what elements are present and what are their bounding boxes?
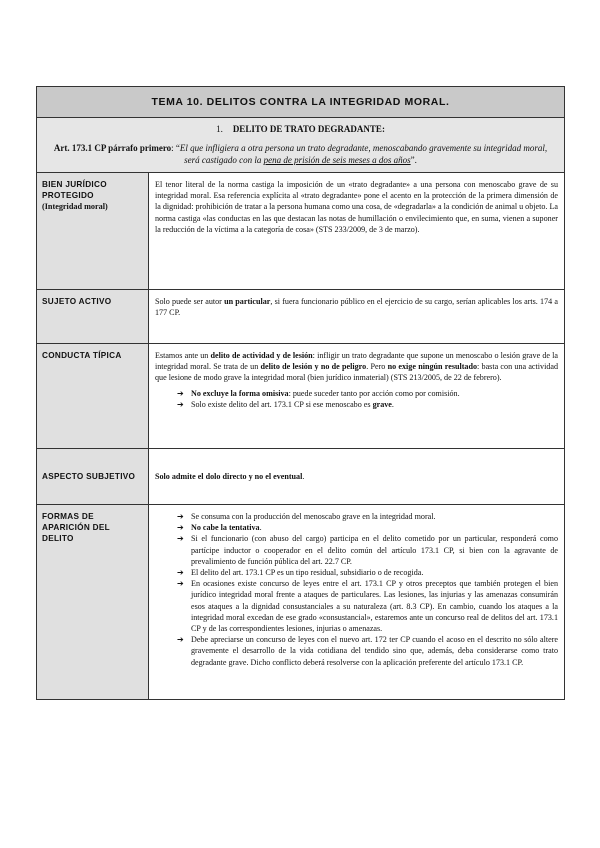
list-item — [177, 533, 558, 567]
list-item — [177, 399, 558, 410]
article-quote — [45, 142, 556, 166]
section-header — [37, 118, 565, 173]
formas-i5: En ocasiones existe concurso de leyes entre el art. 173.1 CP y otros preceptos que también protegen el bien jurídico integridad moral frente a ataques de particulares. Las lesiones, las injurias y las amenazas consumirán esos ataques a la dignidad consustanciales a su naturaleza (art. 8.3 CP). En cambio, cuando los ataques a la integridad moral excedan de ese grado «consustancial», estaremos ante un concurso real de delitos del art. 173.1 CP y de las correspondientes lesiones, injurias o amenazas. — [191, 579, 558, 634]
section-heading-suffix: : — [381, 124, 385, 134]
summary-table — [36, 86, 565, 700]
row-label-sujeto: SUJETO ACTIVO — [37, 290, 149, 344]
formas-i6: Debe apreciarse un concurso de leyes con el nuevo art. 172 ter CP cuando el acoso en el descrito no sólo altere gravemente el desarrollo de la vida cotidiana del tendido sino que, además, deba considerarse como trato degradante grave. Dicho conflicto deberá resolverse con la aplicación preferente del artículo 173.1 CP. — [191, 635, 558, 667]
arrow-right-icon: ➔ — [177, 512, 184, 521]
section-heading-text: DELITO DE TRATO DEGRADANTE — [232, 124, 382, 134]
article-penalty: pena de prisión de seis meses a dos años — [263, 155, 411, 165]
formas-i3: Si el funcionario (con abuso del cargo) participa en el delito cometido por un particular, responderá como partícipe inductor o cooperador en el delito común del artículo 173.1 CP, si bien con la agravante de prevalimiento de función pública del art. 22.7 CP. — [191, 534, 558, 566]
bullet2-b: grave — [372, 399, 392, 409]
conducta-b1: delito de actividad y de lesión — [210, 351, 313, 360]
bien-juridico-text: El tenor literal de la norma castiga la imposición de un «trato degradante» a una persona con menoscabo grave de su integridad moral. Esa referencia explícita al «trato degradante» pone el acento en la protección de la primera dimensión de la dignidad: prohibición de tratar a la persona humana como una cosa, de «degradarla» a la condición de animal u objeto. La norma castiga «las conductas en las que destacan las notas de humillación o envilecimiento que, en suma, vienen a suponer la reducción de la víctima a la categoría de cosa» (STS 233/2009, de 3 de marzo). — [149, 173, 565, 290]
document-sheet — [36, 86, 565, 700]
arrow-right-icon: ➔ — [177, 534, 184, 544]
section-number: 1. — [216, 124, 223, 134]
formas-i2-t: . — [259, 523, 262, 533]
conducta-b2: delito de lesión y no de peligro — [260, 362, 367, 372]
conducta-t3: . Pero — [366, 362, 388, 372]
list-item — [177, 388, 558, 399]
formas-bullets — [155, 511, 558, 668]
conducta-tipica-text — [149, 344, 565, 449]
row-label-aspecto: ASPECTO SUBJETIVO — [37, 449, 149, 505]
arrow-right-icon: ➔ — [177, 568, 184, 578]
formas-i2-b: No cabe la tentativa — [191, 523, 260, 533]
article-end: ”. — [410, 155, 417, 165]
sujeto-t2: , si fuera funcionario público en el ejercicio de su cargo, serían aplicables los arts. 174 a 177 CP. — [155, 297, 558, 318]
arrow-right-icon: ➔ — [177, 635, 184, 645]
conducta-t4: : basta con una actividad que lesione de modo grave la integridad moral (bien jurídico inmaterial) (STS 213/2005, de 22 de febrero). — [155, 362, 559, 383]
arrow-right-icon: ➔ — [177, 388, 184, 398]
conducta-t2: : infligir un trato degradante que supone un menoscabo o lesión grave de la integridad moral. Se trata de un — [155, 351, 558, 372]
conducta-bullets — [155, 388, 558, 410]
article-ref: Art. 173.1 CP párrafo primero — [53, 143, 172, 153]
row-label-bien — [37, 173, 149, 290]
aspecto-subjetivo-text — [149, 449, 565, 505]
list-item — [177, 522, 558, 533]
bullet2-t: Solo existe delito del art. 173.1 CP si ese menoscabo es — [191, 399, 373, 409]
section-heading — [45, 123, 556, 135]
list-item — [177, 567, 558, 578]
conducta-b3: no exige ningún resultado — [387, 362, 478, 372]
sujeto-b1: un particular — [224, 297, 271, 306]
article-text: El que infligiera a otra persona un trato degradante, menoscabando gravemente su integridad moral, será castigado con la — [179, 143, 548, 165]
row-label-formas: FORMAS DE APARICIÓN DEL DELITO — [37, 505, 149, 700]
bullet1-b: No excluye la forma omisiva — [191, 388, 289, 398]
aspecto-t1: . — [302, 471, 305, 481]
formas-aparicion-text — [149, 505, 565, 700]
conducta-t1: Estamos ante un — [155, 351, 211, 360]
aspecto-b1: Solo admite el dolo directo y no el eventual — [155, 471, 303, 481]
article-sep: : “ — [171, 143, 180, 153]
sujeto-activo-text — [149, 290, 565, 344]
list-item — [177, 578, 558, 634]
label-bien-text: BIEN JURÍDICO PROTEGIDO — [42, 180, 107, 200]
list-item — [177, 511, 558, 522]
arrow-right-icon: ➔ — [177, 399, 184, 409]
list-item — [177, 634, 558, 668]
arrow-right-icon: ➔ — [177, 523, 184, 533]
formas-i4: El delito del art. 173.1 CP es un tipo residual, subsidiario o de recogida. — [191, 568, 424, 578]
sujeto-t1: Solo puede ser autor — [155, 297, 225, 306]
bullet1-t: : puede suceder tanto por acción como por comisión. — [288, 388, 460, 398]
arrow-right-icon: ➔ — [177, 579, 184, 589]
page-title: TEMA 10. DELITOS CONTRA LA INTEGRIDAD MORAL. — [37, 87, 565, 118]
label-bien-small: (Integridad moral) — [42, 202, 108, 211]
row-label-conducta: CONDUCTA TÍPICA — [37, 344, 149, 449]
conducta-paragraph — [155, 350, 558, 384]
bullet2-end: . — [391, 399, 394, 409]
formas-i1: Se consuma con la producción del menoscabo grave en la integridad moral. — [191, 512, 436, 521]
